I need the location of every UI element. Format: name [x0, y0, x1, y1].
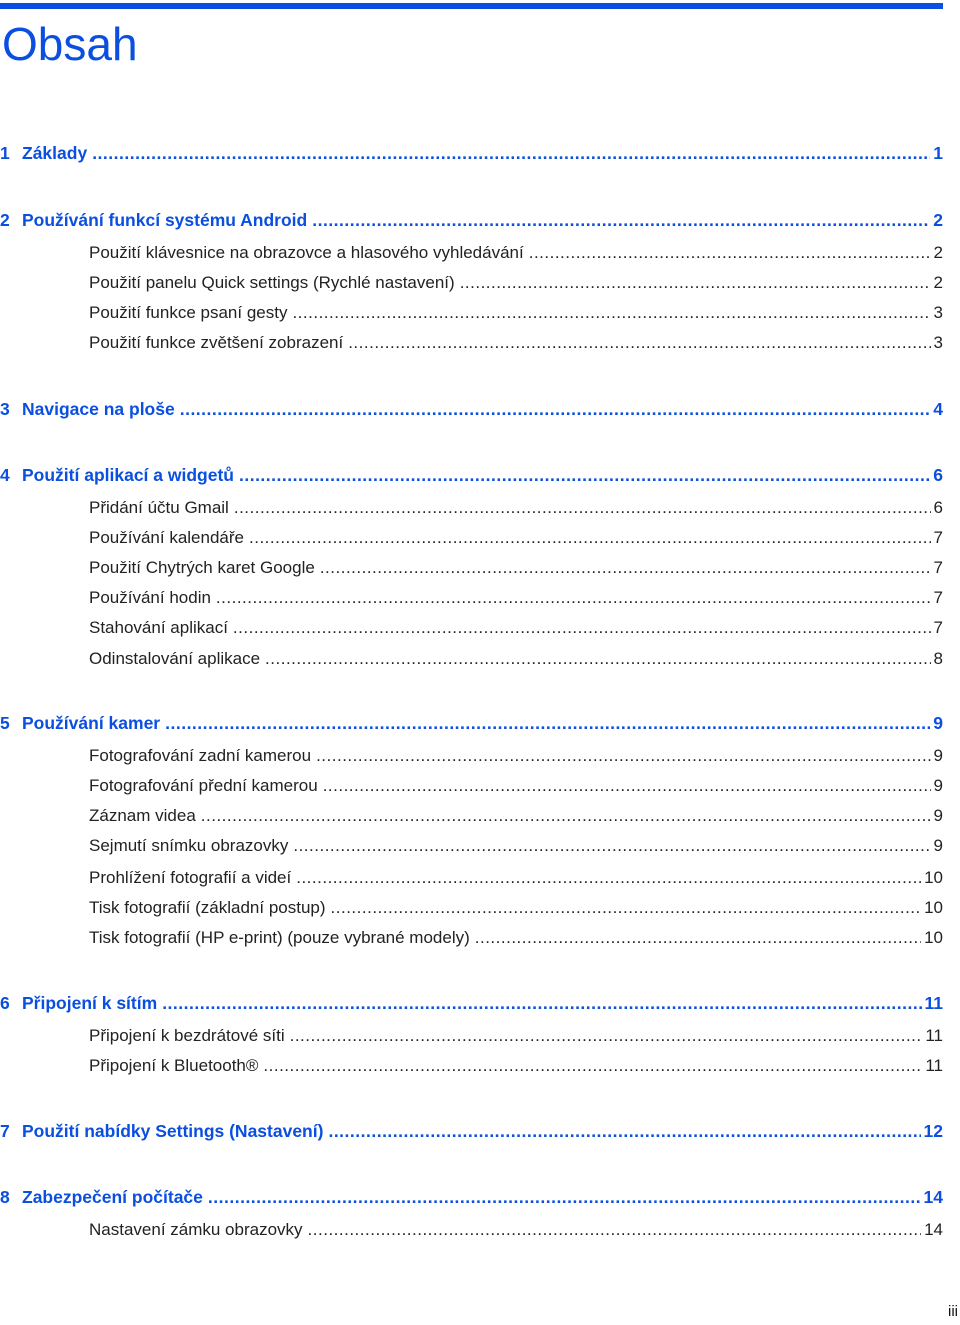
toc-page-number: 14 [924, 1220, 943, 1239]
toc-entry-title: Použití nabídky Settings (Nastavení) [22, 1121, 324, 1141]
toc-page-number: 4 [933, 399, 943, 419]
toc-entry-title: Použití funkce psaní gesty [89, 303, 288, 322]
page-title: Obsah [2, 18, 138, 70]
toc-page-number: 12 [923, 1121, 943, 1141]
toc-page-number: 2 [933, 273, 943, 292]
toc-page-number: 10 [924, 868, 943, 887]
toc-section[interactable] [0, 1056, 943, 1080]
toc-section[interactable] [0, 1220, 943, 1244]
toc-chapter-number: 5 [0, 713, 10, 733]
toc-section[interactable] [0, 558, 943, 582]
toc-entry-title: Tisk fotografií (HP e-print) (pouze vybrané modely) [89, 928, 470, 947]
page-number: iii [948, 1303, 958, 1320]
toc-dot-leader [312, 210, 930, 231]
toc-page-number: 3 [933, 333, 943, 352]
toc-chapter-number: 3 [0, 399, 10, 419]
toc-dot-leader [249, 528, 931, 548]
toc-page-number: 9 [933, 713, 943, 733]
toc-chapter-number: 7 [0, 1121, 10, 1141]
toc-entry-title: Tisk fotografií (základní postup) [89, 898, 326, 917]
toc-page-number: 9 [933, 776, 943, 795]
toc-page-number: 11 [925, 1056, 943, 1075]
toc-dot-leader [475, 928, 921, 948]
toc-entry-title: Fotografování zadní kamerou [89, 746, 312, 765]
toc-entry-title: Nastavení zámku obrazovky [89, 1220, 303, 1239]
toc-dot-leader [296, 868, 921, 888]
toc-dot-leader [180, 399, 931, 420]
toc-dot-leader [290, 1026, 923, 1046]
toc-entry-title: Použití klávesnice na obrazovce a hlasového vyhledávání [89, 243, 524, 262]
toc-section[interactable] [0, 898, 943, 922]
toc-entry-title: Stahování aplikací [89, 618, 228, 637]
toc-section[interactable] [0, 498, 943, 522]
toc-page-number: 14 [923, 1187, 943, 1207]
toc-dot-leader [165, 713, 930, 734]
toc-dot-leader [239, 465, 930, 486]
toc-chapter[interactable] [0, 1187, 943, 1211]
toc-dot-leader [316, 746, 930, 766]
toc-page-number: 1 [933, 143, 943, 163]
toc-section[interactable] [0, 588, 943, 612]
toc-dot-leader [320, 558, 931, 578]
toc-dot-leader [234, 498, 931, 518]
toc-entry-title: Používání kamer [22, 713, 161, 733]
toc-dot-leader [348, 333, 930, 353]
toc-entry-title: Použití aplikací a widgetů [22, 465, 234, 485]
toc-section[interactable] [0, 928, 943, 952]
toc-dot-leader [323, 776, 931, 796]
toc-dot-leader [308, 1220, 922, 1240]
toc-dot-leader [328, 1121, 920, 1142]
toc-section[interactable] [0, 1026, 943, 1050]
toc-entry-title: Základy [22, 143, 88, 163]
toc-chapter-number: 2 [0, 210, 10, 230]
toc-entry-title: Připojení k bezdrátové síti [89, 1026, 285, 1045]
toc-dot-leader [208, 1187, 921, 1208]
toc-page-number: 3 [933, 303, 943, 322]
toc-page-number: 9 [933, 746, 943, 765]
toc-entry-title: Sejmutí snímku obrazovky [89, 836, 289, 855]
toc-page-number: 8 [933, 649, 943, 668]
toc-chapter[interactable] [0, 713, 943, 737]
toc-section[interactable] [0, 273, 943, 297]
toc-entry-title: Používání funkcí systému Android [22, 210, 308, 230]
toc-entry-title: Navigace na ploše [22, 399, 175, 419]
toc-entry-title: Používání kalendáře [89, 528, 244, 547]
toc-dot-leader [460, 273, 931, 293]
toc-dot-leader [293, 836, 930, 856]
toc-entry-title: Připojení k Bluetooth® [89, 1056, 259, 1075]
toc-dot-leader [331, 898, 922, 918]
toc-section[interactable] [0, 868, 943, 892]
toc-section[interactable] [0, 649, 943, 673]
toc-entry-title: Používání hodin [89, 588, 211, 607]
toc-entry-title: Fotografování přední kamerou [89, 776, 318, 795]
toc-chapter[interactable] [0, 993, 943, 1017]
toc-entry-title: Připojení k sítím [22, 993, 158, 1013]
toc-dot-leader [92, 143, 930, 164]
toc-dot-leader [529, 243, 931, 263]
toc-page-number: 11 [924, 993, 943, 1013]
toc-chapter-number: 4 [0, 465, 10, 485]
toc-page-number: 10 [924, 898, 943, 917]
toc-page-number: 7 [933, 618, 943, 637]
toc-page-number: 7 [933, 558, 943, 577]
toc-dot-leader [263, 1056, 922, 1076]
toc-page-number: 2 [933, 210, 943, 230]
toc-page-number: 6 [933, 498, 943, 517]
toc-entry-title: Použití panelu Quick settings (Rychlé nastavení) [89, 273, 455, 292]
toc-entry-title: Použití funkce zvětšení zobrazení [89, 333, 344, 352]
toc-page-number: 9 [933, 836, 943, 855]
toc-entry-title: Prohlížení fotografií a videí [89, 868, 292, 887]
toc-page-number: 10 [924, 928, 943, 947]
toc-section[interactable] [0, 618, 943, 642]
toc-chapter[interactable] [0, 399, 943, 423]
toc-section[interactable] [0, 776, 943, 800]
toc-section[interactable] [0, 746, 943, 770]
toc-entry-title: Odinstalování aplikace [89, 649, 261, 668]
toc-section[interactable] [0, 836, 943, 860]
toc-dot-leader [201, 806, 931, 826]
toc-chapter-number: 1 [0, 143, 10, 163]
toc-page-number: 2 [933, 243, 943, 262]
toc-page-number: 6 [933, 465, 943, 485]
toc-section[interactable] [0, 243, 943, 267]
toc-entry-title: Použití Chytrých karet Google [89, 558, 315, 577]
toc-entry-title: Přidání účtu Gmail [89, 498, 229, 517]
toc-chapter[interactable] [0, 210, 943, 234]
toc-section[interactable] [0, 806, 943, 830]
toc-chapter[interactable] [0, 1121, 943, 1145]
toc-dot-leader [162, 993, 921, 1014]
toc-dot-leader [292, 303, 930, 323]
toc-page-number: 9 [933, 806, 943, 825]
toc-dot-leader [216, 588, 931, 608]
toc-page-number: 11 [925, 1026, 943, 1045]
toc-section[interactable] [0, 303, 943, 327]
toc-chapter[interactable] [0, 465, 943, 489]
toc-chapter-number: 6 [0, 993, 10, 1013]
toc-dot-leader [265, 649, 930, 669]
toc-section[interactable] [0, 528, 943, 552]
toc-chapter[interactable] [0, 143, 943, 167]
toc-section[interactable] [0, 333, 943, 357]
toc-entry-title: Záznam videa [89, 806, 196, 825]
toc-entry-title: Zabezpečení počítače [22, 1187, 203, 1207]
toc-dot-leader [233, 618, 931, 638]
toc-page-number: 7 [933, 528, 943, 547]
toc-page-number: 7 [933, 588, 943, 607]
toc-chapter-number: 8 [0, 1187, 10, 1207]
